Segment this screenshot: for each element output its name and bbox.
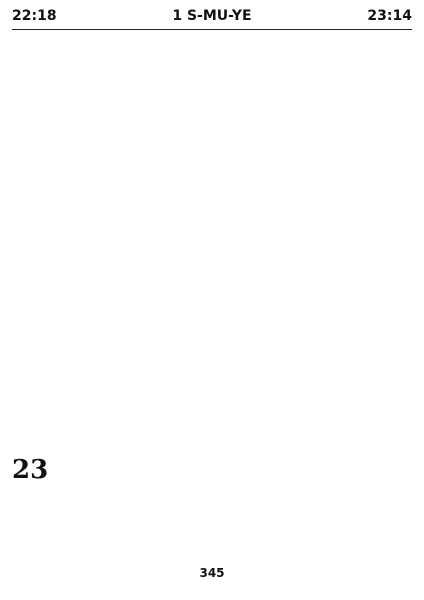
chapter-start [12,454,208,494]
page-number: 345 [199,566,225,580]
chapter-number: 23 [12,455,49,485]
book-title: 1 S-MU-YE [172,8,252,24]
left-verse-reference: 22:18 [12,8,57,24]
right-verse-reference: 23:14 [367,8,412,24]
header-rule [12,29,412,30]
right-text-column [216,36,412,562]
left-text-column [12,36,208,562]
running-head [12,8,412,28]
